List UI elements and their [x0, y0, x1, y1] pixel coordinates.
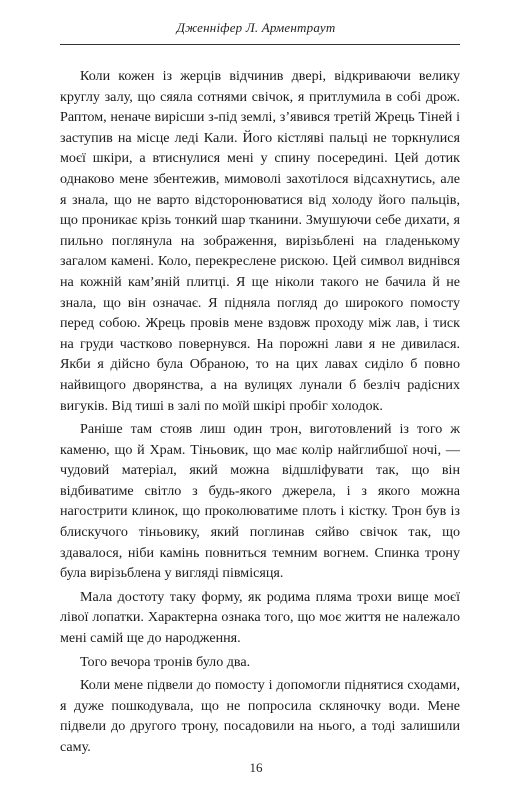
paragraph: Мала достоту таку форму, як родима пляма трохи вище моєї лівої лопатки. Характерна ознака того, що моє життя не належало мені самій ще до народження. — [60, 588, 460, 647]
running-header: Дженніфер Л. Арментраут — [176, 20, 336, 35]
paragraph: Раніше там стояв лиш один трон, виготовлений із того ж каменю, що й Храм. Тіньовик, що має колір найглибшої ночі, — чудовий матеріал, який можна відшліфувати так, що він відбиватиме світло з будь-якого джерела, і з якого можна нагострити клинок, що проколюватиме плоть і кістку. Трон був із блискучого тіньовику, який поглинав сяйво свічок так, що здавалося, ніби камінь повниться темним вогнем. Спинка трону була вирізьблена у вигляді півмісяця. — [60, 421, 460, 582]
paragraph: Коли кожен із жерців відчинив двері, відкриваючи велику круглу залу, що сяяла сотнями свічок, я притлумила в собі дрож. Раптом, неначе вирісши з-під землі, з’явився третій Жрець Тіней і заступив на місце леді Кали. Його кістляві пальці не торкнулися моєї шкіри, а втиснулися мені у спину посередині. Цей дотик однаково мене збентежив, мимоволі захотілося відсахнутись, але я знала, що не варто відсторонюватися від холоду його пальців, що проникає крізь тонкий шар тканини. Змушуючи себе дихати, я пильно поглянула на зображення, вирізьблені на гладенькому загалом камені. Коло, перекреслене рискою. Цей символ виднівся на кожній кам’яній плитці. Я ще ніколи такого не бачила й не знала, що він означає. Я підняла погляд до широкого помосту перед собою. Жрець провів мене вздовж проходу між лав, і тиск на груди частково повернувся. На порожні лави я не дивилася. Якби я дійсно була Обраною, то на цих лавах сиділо б повно найвищого дворянства, а на вулицях лунали б безліч радісних вигуків. Від тиші в залі по моїй шкірі пробіг холодок. — [60, 68, 460, 414]
header-rule — [60, 44, 460, 45]
page-number: 16 — [249, 760, 263, 775]
text-body — [60, 66, 460, 761]
paragraph: Того вечора тронів було два. — [80, 653, 251, 670]
paragraph: Коли мене підвели до помосту і допомогли піднятися сходами, я дуже пошкодувала, що не попросила склянoчку води. Мене підвели до другого трону, посадовили на нього, а тоді залишили саму. — [60, 677, 460, 755]
